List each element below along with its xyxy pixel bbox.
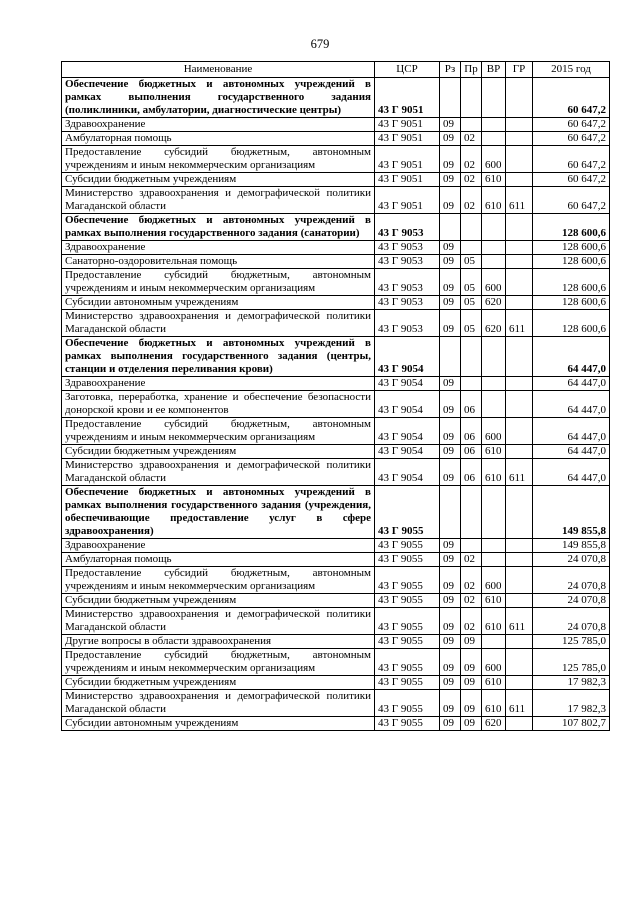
cell-vr <box>482 255 506 269</box>
cell-gr <box>506 146 533 173</box>
table-row <box>62 418 610 445</box>
page-number: 679 <box>310 37 330 51</box>
cell-gr <box>506 173 533 187</box>
cell-csr: 43 Г 9053 <box>375 241 440 255</box>
cell-gr <box>506 567 533 594</box>
cell-rz <box>440 486 461 539</box>
cell-pr: 05 <box>461 296 482 310</box>
table-row <box>62 255 610 269</box>
cell-rz: 09 <box>440 132 461 146</box>
cell-amount: 60 647,2 <box>533 118 610 132</box>
cell-name: Другие вопросы в области здравоохранения <box>62 635 375 649</box>
cell-amount: 125 785,0 <box>533 649 610 676</box>
cell-rz <box>440 214 461 241</box>
table-row <box>62 690 610 717</box>
cell-amount: 64 447,0 <box>533 459 610 486</box>
cell-pr: 06 <box>461 418 482 445</box>
cell-name: Обеспечение бюджетных и автономных учреждений в рамках выполнения государственного задания (центры, станции и отделения переливания крови) <box>62 337 375 377</box>
table-row <box>62 269 610 296</box>
cell-rz: 09 <box>440 635 461 649</box>
cell-gr: 611 <box>506 310 533 337</box>
cell-amount: 60 647,2 <box>533 78 610 118</box>
cell-csr: 43 Г 9051 <box>375 187 440 214</box>
cell-name: Предоставление субсидий бюджетным, автономным учреждениям и иным некоммерческим организациям <box>62 649 375 676</box>
cell-gr <box>506 445 533 459</box>
cell-csr: 43 Г 9054 <box>375 377 440 391</box>
cell-csr: 43 Г 9055 <box>375 594 440 608</box>
cell-vr <box>482 486 506 539</box>
cell-gr <box>506 78 533 118</box>
cell-vr: 610 <box>482 676 506 690</box>
table-body <box>62 78 610 731</box>
cell-gr: 611 <box>506 690 533 717</box>
cell-rz: 09 <box>440 459 461 486</box>
table-row <box>62 78 610 118</box>
cell-name: Здравоохранение <box>62 241 375 255</box>
cell-rz: 09 <box>440 608 461 635</box>
cell-name: Субсидии бюджетным учреждениям <box>62 676 375 690</box>
cell-csr: 43 Г 9055 <box>375 539 440 553</box>
cell-vr <box>482 377 506 391</box>
cell-vr: 600 <box>482 649 506 676</box>
cell-name: Заготовка, переработка, хранение и обеспечение безопасности донорской крови и ее компонентов <box>62 391 375 418</box>
cell-vr <box>482 214 506 241</box>
cell-pr: 02 <box>461 608 482 635</box>
cell-rz: 09 <box>440 269 461 296</box>
table-row <box>62 173 610 187</box>
cell-csr: 43 Г 9055 <box>375 676 440 690</box>
cell-name: Министерство здравоохранения и демографической политики Магаданской области <box>62 310 375 337</box>
table-row <box>62 567 610 594</box>
cell-rz: 09 <box>440 676 461 690</box>
cell-pr: 02 <box>461 553 482 567</box>
cell-pr <box>461 241 482 255</box>
cell-gr <box>506 241 533 255</box>
table-row <box>62 214 610 241</box>
cell-rz <box>440 337 461 377</box>
cell-amount: 128 600,6 <box>533 255 610 269</box>
cell-rz: 09 <box>440 391 461 418</box>
cell-rz: 09 <box>440 539 461 553</box>
cell-name: Субсидии бюджетным учреждениям <box>62 445 375 459</box>
cell-amount: 64 447,0 <box>533 377 610 391</box>
cell-gr <box>506 676 533 690</box>
cell-name: Предоставление субсидий бюджетным, автономным учреждениям и иным некоммерческим организациям <box>62 418 375 445</box>
cell-pr: 06 <box>461 391 482 418</box>
cell-amount: 128 600,6 <box>533 241 610 255</box>
cell-pr: 06 <box>461 445 482 459</box>
table-row <box>62 717 610 731</box>
cell-rz: 09 <box>440 418 461 445</box>
table-row <box>62 118 610 132</box>
cell-gr <box>506 269 533 296</box>
table-row <box>62 187 610 214</box>
cell-pr: 02 <box>461 132 482 146</box>
cell-amount: 64 447,0 <box>533 337 610 377</box>
cell-pr <box>461 78 482 118</box>
table-row <box>62 608 610 635</box>
cell-gr <box>506 214 533 241</box>
cell-name: Министерство здравоохранения и демографической политики Магаданской области <box>62 187 375 214</box>
cell-vr: 620 <box>482 296 506 310</box>
cell-csr: 43 Г 9051 <box>375 78 440 118</box>
cell-csr: 43 Г 9053 <box>375 269 440 296</box>
cell-amount: 149 855,8 <box>533 486 610 539</box>
cell-amount: 24 070,8 <box>533 553 610 567</box>
cell-vr: 600 <box>482 146 506 173</box>
cell-rz <box>440 78 461 118</box>
cell-amount: 24 070,8 <box>533 594 610 608</box>
cell-gr <box>506 717 533 731</box>
cell-name: Министерство здравоохранения и демографической политики Магаданской области <box>62 459 375 486</box>
table-row <box>62 377 610 391</box>
cell-pr: 09 <box>461 649 482 676</box>
table-row <box>62 459 610 486</box>
cell-amount: 60 647,2 <box>533 146 610 173</box>
cell-pr <box>461 337 482 377</box>
cell-rz: 09 <box>440 296 461 310</box>
cell-vr <box>482 118 506 132</box>
table-row <box>62 649 610 676</box>
cell-name: Амбулаторная помощь <box>62 132 375 146</box>
cell-vr <box>482 132 506 146</box>
cell-name: Предоставление субсидий бюджетным, автономным учреждениям и иным некоммерческим организациям <box>62 567 375 594</box>
cell-csr: 43 Г 9051 <box>375 173 440 187</box>
cell-csr: 43 Г 9055 <box>375 486 440 539</box>
cell-pr: 09 <box>461 717 482 731</box>
cell-gr <box>506 377 533 391</box>
cell-vr <box>482 241 506 255</box>
cell-vr <box>482 635 506 649</box>
cell-vr <box>482 553 506 567</box>
cell-csr: 43 Г 9053 <box>375 310 440 337</box>
cell-gr <box>506 539 533 553</box>
table-row <box>62 310 610 337</box>
table-row <box>62 241 610 255</box>
table-row <box>62 296 610 310</box>
cell-gr <box>506 418 533 445</box>
cell-gr <box>506 635 533 649</box>
cell-name: Министерство здравоохранения и демографической политики Магаданской области <box>62 690 375 717</box>
cell-gr <box>506 486 533 539</box>
header-gr: ГР <box>506 62 533 78</box>
cell-vr: 610 <box>482 459 506 486</box>
cell-pr: 02 <box>461 567 482 594</box>
cell-rz: 09 <box>440 445 461 459</box>
header-csr: ЦСР <box>375 62 440 78</box>
cell-name: Обеспечение бюджетных и автономных учреждений в рамках выполнения государственного задания (поликлиники, амбулатории, диагностические центры) <box>62 78 375 118</box>
cell-gr <box>506 391 533 418</box>
table-row <box>62 553 610 567</box>
table-row <box>62 676 610 690</box>
cell-vr: 610 <box>482 187 506 214</box>
header-name: Наименование <box>62 62 375 78</box>
table-row <box>62 146 610 173</box>
cell-gr: 611 <box>506 608 533 635</box>
cell-rz: 09 <box>440 567 461 594</box>
cell-rz: 09 <box>440 255 461 269</box>
cell-amount: 107 802,7 <box>533 717 610 731</box>
cell-name: Здравоохранение <box>62 539 375 553</box>
header-rz: Рз <box>440 62 461 78</box>
cell-pr: 02 <box>461 187 482 214</box>
cell-name: Амбулаторная помощь <box>62 553 375 567</box>
cell-csr: 43 Г 9055 <box>375 608 440 635</box>
cell-csr: 43 Г 9053 <box>375 214 440 241</box>
header-year: 2015 год <box>533 62 610 78</box>
cell-gr <box>506 594 533 608</box>
cell-gr <box>506 553 533 567</box>
cell-name: Санаторно-оздоровительная помощь <box>62 255 375 269</box>
cell-csr: 43 Г 9054 <box>375 337 440 377</box>
cell-gr <box>506 649 533 676</box>
cell-amount: 17 982,3 <box>533 676 610 690</box>
cell-vr: 600 <box>482 567 506 594</box>
cell-vr: 610 <box>482 173 506 187</box>
cell-pr: 09 <box>461 690 482 717</box>
cell-csr: 43 Г 9051 <box>375 118 440 132</box>
cell-pr: 02 <box>461 594 482 608</box>
cell-amount: 128 600,6 <box>533 296 610 310</box>
cell-amount: 17 982,3 <box>533 690 610 717</box>
cell-name: Предоставление субсидий бюджетным, автономным учреждениям и иным некоммерческим организациям <box>62 146 375 173</box>
header-vr: ВР <box>482 62 506 78</box>
cell-amount: 24 070,8 <box>533 567 610 594</box>
cell-gr <box>506 118 533 132</box>
table-header-row <box>62 62 610 78</box>
cell-vr <box>482 391 506 418</box>
cell-amount: 60 647,2 <box>533 132 610 146</box>
cell-amount: 128 600,6 <box>533 269 610 296</box>
cell-csr: 43 Г 9055 <box>375 635 440 649</box>
cell-pr <box>461 377 482 391</box>
cell-pr: 05 <box>461 310 482 337</box>
cell-name: Предоставление субсидий бюджетным, автономным учреждениям и иным некоммерческим организациям <box>62 269 375 296</box>
table-row <box>62 539 610 553</box>
cell-vr: 620 <box>482 310 506 337</box>
cell-amount: 64 447,0 <box>533 418 610 445</box>
cell-amount: 128 600,6 <box>533 310 610 337</box>
cell-vr: 620 <box>482 717 506 731</box>
cell-csr: 43 Г 9051 <box>375 146 440 173</box>
table-row <box>62 594 610 608</box>
cell-vr: 610 <box>482 445 506 459</box>
cell-vr <box>482 337 506 377</box>
cell-csr: 43 Г 9054 <box>375 445 440 459</box>
cell-pr: 02 <box>461 173 482 187</box>
cell-csr: 43 Г 9055 <box>375 567 440 594</box>
cell-gr <box>506 255 533 269</box>
cell-vr <box>482 78 506 118</box>
cell-name: Субсидии автономным учреждениям <box>62 717 375 731</box>
cell-csr: 43 Г 9055 <box>375 690 440 717</box>
cell-name: Субсидии бюджетным учреждениям <box>62 594 375 608</box>
cell-amount: 149 855,8 <box>533 539 610 553</box>
cell-name: Субсидии автономным учреждениям <box>62 296 375 310</box>
cell-gr: 611 <box>506 187 533 214</box>
cell-csr: 43 Г 9055 <box>375 553 440 567</box>
cell-rz: 09 <box>440 377 461 391</box>
cell-csr: 43 Г 9054 <box>375 391 440 418</box>
cell-rz: 09 <box>440 690 461 717</box>
cell-rz: 09 <box>440 118 461 132</box>
cell-amount: 64 447,0 <box>533 445 610 459</box>
cell-gr <box>506 132 533 146</box>
cell-csr: 43 Г 9055 <box>375 717 440 731</box>
cell-vr: 600 <box>482 418 506 445</box>
cell-csr: 43 Г 9054 <box>375 459 440 486</box>
cell-rz: 09 <box>440 241 461 255</box>
cell-gr <box>506 296 533 310</box>
cell-pr: 09 <box>461 635 482 649</box>
cell-name: Обеспечение бюджетных и автономных учреждений в рамках выполнения государственного задания (учреждения, обеспечивающие предоставление услуг в сфере здравоохранения) <box>62 486 375 539</box>
cell-amount: 128 600,6 <box>533 214 610 241</box>
cell-rz: 09 <box>440 146 461 173</box>
cell-gr <box>506 337 533 377</box>
table-row <box>62 486 610 539</box>
cell-rz: 09 <box>440 187 461 214</box>
cell-amount: 60 647,2 <box>533 173 610 187</box>
cell-csr: 43 Г 9051 <box>375 132 440 146</box>
cell-name: Обеспечение бюджетных и автономных учреждений в рамках выполнения государственного задания (санатории) <box>62 214 375 241</box>
header-pr: Пр <box>461 62 482 78</box>
cell-pr: 05 <box>461 255 482 269</box>
cell-vr: 610 <box>482 608 506 635</box>
cell-amount: 24 070,8 <box>533 608 610 635</box>
cell-name: Здравоохранение <box>62 377 375 391</box>
cell-vr <box>482 539 506 553</box>
cell-csr: 43 Г 9053 <box>375 255 440 269</box>
cell-pr: 06 <box>461 459 482 486</box>
table-row <box>62 391 610 418</box>
cell-rz: 09 <box>440 310 461 337</box>
cell-amount: 60 647,2 <box>533 187 610 214</box>
cell-gr: 611 <box>506 459 533 486</box>
table-row <box>62 635 610 649</box>
cell-name: Субсидии бюджетным учреждениям <box>62 173 375 187</box>
cell-name: Министерство здравоохранения и демографической политики Магаданской области <box>62 608 375 635</box>
cell-rz: 09 <box>440 717 461 731</box>
table-row <box>62 445 610 459</box>
cell-name: Здравоохранение <box>62 118 375 132</box>
table-row <box>62 132 610 146</box>
cell-csr: 43 Г 9055 <box>375 649 440 676</box>
table-row <box>62 337 610 377</box>
cell-vr: 610 <box>482 690 506 717</box>
cell-pr: 02 <box>461 146 482 173</box>
cell-amount: 125 785,0 <box>533 635 610 649</box>
cell-pr <box>461 118 482 132</box>
cell-pr <box>461 539 482 553</box>
cell-rz: 09 <box>440 553 461 567</box>
cell-pr <box>461 214 482 241</box>
cell-pr <box>461 486 482 539</box>
cell-rz: 09 <box>440 649 461 676</box>
cell-pr: 05 <box>461 269 482 296</box>
cell-pr: 09 <box>461 676 482 690</box>
cell-csr: 43 Г 9053 <box>375 296 440 310</box>
cell-rz: 09 <box>440 173 461 187</box>
cell-vr: 600 <box>482 269 506 296</box>
cell-csr: 43 Г 9054 <box>375 418 440 445</box>
cell-rz: 09 <box>440 594 461 608</box>
budget-table <box>61 61 610 731</box>
cell-vr: 610 <box>482 594 506 608</box>
cell-amount: 64 447,0 <box>533 391 610 418</box>
